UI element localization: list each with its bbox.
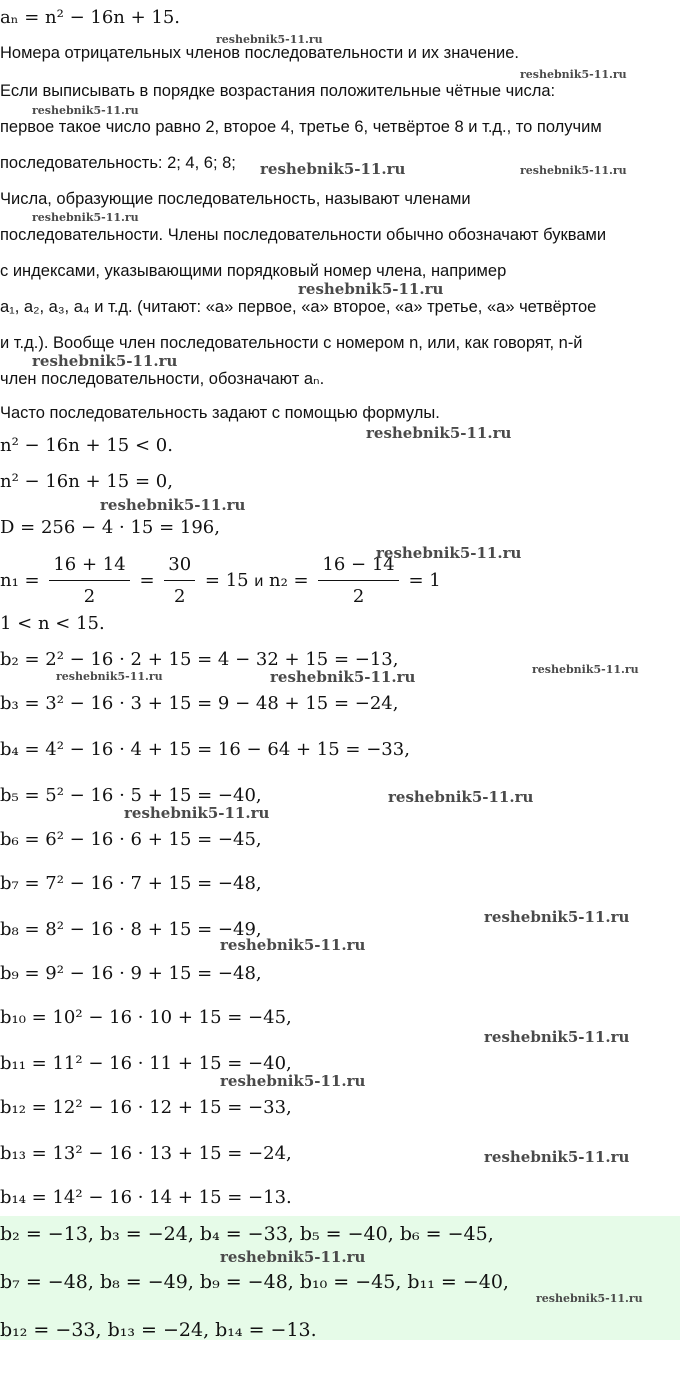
text-line: последовательность: 2; 4, 6; 8; xyxy=(0,154,236,172)
fraction-denominator: 2 xyxy=(83,586,96,607)
term-line: b₂ = 2² − 16 · 2 + 15 = 4 − 32 + 15 = −13, xyxy=(0,649,399,670)
watermark: reshebnik5-11.ru xyxy=(520,68,627,81)
term-line: b₁₀ = 10² − 16 · 10 + 15 = −45, xyxy=(0,1007,292,1028)
text-line: a₁, a₂, a₃, a₄ и т.д. (читают: «a» первое, «a» второе, «a» третье, «a» четвёртое xyxy=(0,298,597,316)
text-line: Числа, образующие последовательность, называют членами xyxy=(0,190,471,208)
watermark: reshebnik5-11.ru xyxy=(366,424,512,442)
equals-sign: = xyxy=(139,570,155,591)
term-line: b₅ = 5² − 16 · 5 + 15 = −40, xyxy=(0,785,262,806)
watermark: reshebnik5-11.ru xyxy=(260,160,406,178)
and-word: и xyxy=(254,573,264,590)
watermark: reshebnik5-11.ru xyxy=(484,1028,630,1046)
inequality: n² − 16n + 15 < 0. xyxy=(0,435,173,456)
watermark: reshebnik5-11.ru xyxy=(220,1072,366,1090)
watermark: reshebnik5-11.ru xyxy=(298,280,444,298)
answer-line: b₇ = −48, b₈ = −49, b₉ = −48, b₁₀ = −45, b₁₁ = −40, xyxy=(0,1271,509,1293)
fraction-numerator: 30 xyxy=(164,552,195,581)
watermark: reshebnik5-11.ru xyxy=(124,804,270,822)
text-line: член последовательности, обозначают aₙ. xyxy=(0,370,325,388)
watermark: reshebnik5-11.ru xyxy=(484,1148,630,1166)
fraction-denominator: 2 xyxy=(352,586,365,607)
text-line: Если выписывать в порядке возрастания положительные чётные числа: xyxy=(0,82,556,100)
watermark: reshebnik5-11.ru xyxy=(520,164,627,177)
term-line: b₇ = 7² − 16 · 7 + 15 = −48, xyxy=(0,873,262,894)
term-line: b₁₁ = 11² − 16 · 11 + 15 = −40, xyxy=(0,1053,292,1074)
term-line: b₁₄ = 14² − 16 · 14 + 15 = −13. xyxy=(0,1187,292,1208)
text-line: первое такое число равно 2, второе 4, третье 6, четвёртое 8 и т.д., то получим xyxy=(0,118,602,136)
term-line: b₆ = 6² − 16 · 6 + 15 = −45, xyxy=(0,829,262,850)
term-line: b₄ = 4² − 16 · 4 + 15 = 16 − 64 + 15 = −33, xyxy=(0,739,410,760)
watermark: reshebnik5-11.ru xyxy=(376,544,522,562)
watermark: reshebnik5-11.ru xyxy=(216,33,323,46)
answer-line: b₁₂ = −33, b₁₃ = −24, b₁₄ = −13. xyxy=(0,1319,317,1341)
watermark: reshebnik5-11.ru xyxy=(532,663,639,676)
text-line: с индексами, указывающими порядковый номер члена, например xyxy=(0,262,507,280)
text-line: Часто последовательность задают с помощью формулы. xyxy=(0,404,440,422)
n2-label: n₂ = xyxy=(269,570,309,591)
term-line: b₃ = 3² − 16 · 3 + 15 = 9 − 48 + 15 = −24, xyxy=(0,693,399,714)
watermark: reshebnik5-11.ru xyxy=(270,668,416,686)
watermark: reshebnik5-11.ru xyxy=(32,104,139,117)
term-line: b₉ = 9² − 16 · 9 + 15 = −48, xyxy=(0,963,262,984)
term-line: b₁₂ = 12² − 16 · 12 + 15 = −33, xyxy=(0,1097,292,1118)
equation: n² − 16n + 15 = 0, xyxy=(0,471,173,492)
watermark: reshebnik5-11.ru xyxy=(220,1248,366,1266)
term-line: b₁₃ = 13² − 16 · 13 + 15 = −24, xyxy=(0,1143,292,1164)
roots-line xyxy=(0,552,441,610)
watermark: reshebnik5-11.ru xyxy=(32,352,178,370)
fraction-numerator: 16 − 14 xyxy=(318,552,398,581)
n1-label: n₁ = xyxy=(0,570,40,591)
answer-box xyxy=(0,1216,680,1340)
range: 1 < n < 15. xyxy=(0,613,105,634)
n1-simplified-fraction xyxy=(164,552,195,610)
n1-fraction xyxy=(49,552,129,610)
term-line: b₈ = 8² − 16 · 8 + 15 = −49, xyxy=(0,919,262,940)
watermark: reshebnik5-11.ru xyxy=(388,788,534,806)
discriminant: D = 256 − 4 · 15 = 196, xyxy=(0,517,220,538)
n2-result: = 1 xyxy=(408,570,441,591)
watermark: reshebnik5-11.ru xyxy=(536,1292,643,1305)
watermark: reshebnik5-11.ru xyxy=(484,908,630,926)
n1-result: = 15 xyxy=(204,570,249,591)
text-line: последовательности. Члены последовательности обычно обозначают буквами xyxy=(0,226,607,244)
fraction-numerator: 16 + 14 xyxy=(49,552,129,581)
watermark: reshebnik5-11.ru xyxy=(56,670,163,683)
answer-line: b₂ = −13, b₃ = −24, b₄ = −33, b₅ = −40, b₆ = −45, xyxy=(0,1223,494,1245)
watermark: reshebnik5-11.ru xyxy=(220,936,366,954)
fraction-denominator: 2 xyxy=(173,586,186,607)
text-line: Номера отрицательных членов последовательности и их значение. xyxy=(0,44,519,62)
watermark: reshebnik5-11.ru xyxy=(100,496,246,514)
text-line: и т.д.). Вообще член последовательности с номером n, или, как говорят, n-й xyxy=(0,334,583,352)
intro-formula: aₙ = n² − 16n + 15. xyxy=(0,7,181,28)
watermark: reshebnik5-11.ru xyxy=(32,211,139,224)
